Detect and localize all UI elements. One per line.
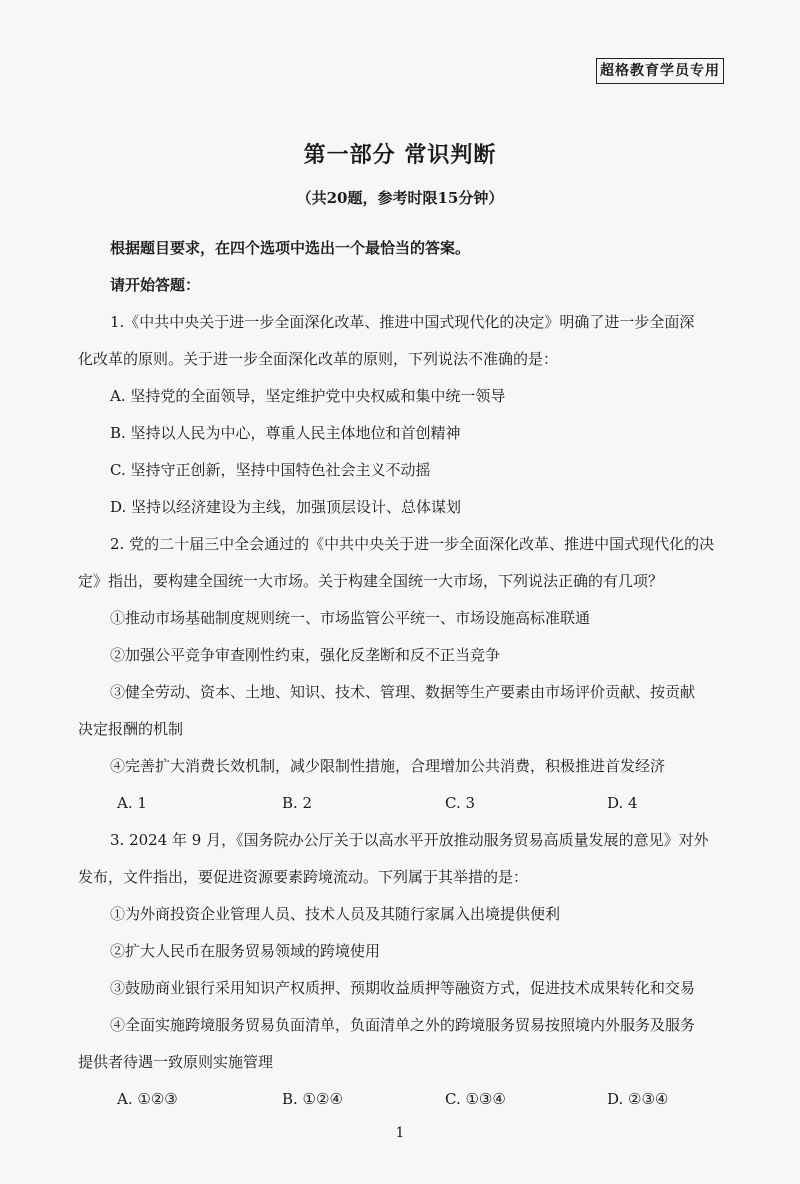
q3-item-3: ③鼓励商业银行采用知识产权质押、预期收益质押等融资方式，促进技术成果转化和交易 (110, 979, 696, 997)
q3-stem-line-1: 3. 2024 年 9 月，《国务院办公厅关于以高水平开放推动服务贸易高质量发展的意见》对外 (110, 831, 709, 849)
q2-stem-line-2: 定》指出，要构建全国统一大市场。关于构建全国统一大市场，下列说法正确的有几项？ (78, 572, 664, 590)
q2-choice-a: A. 1 (117, 794, 147, 812)
q2-item-3-line-2: 决定报酬的机制 (78, 720, 184, 738)
q2-item-3-line-1: ③健全劳动、资本、土地、知识、技术、管理、数据等生产要素由市场评价贡献、按贡献 (110, 683, 696, 701)
q3-stem-line-2: 发布，文件指出，要促进资源要素跨境流动。下列属于其举措的是： (78, 868, 529, 886)
q1-option-d: D. 坚持以经济建设为主线，加强顶层设计、总体谋划 (110, 498, 462, 516)
section-subtitle: （共20题，参考时限15分钟） (296, 189, 504, 207)
q2-choice-d: D. 4 (607, 794, 638, 812)
q3-item-4-line-2: 提供者待遇一致原则实施管理 (78, 1053, 274, 1071)
q3-choice-b: B. ①②④ (282, 1090, 343, 1108)
q3-item-4-line-1: ④全面实施跨境服务贸易负面清单，负面清单之外的跨境服务贸易按照境内外服务及服务 (110, 1016, 696, 1034)
q3-choice-a: A. ①②③ (117, 1090, 178, 1108)
q1-option-c: C. 坚持守正创新，坚持中国特色社会主义不动摇 (110, 461, 431, 479)
q1-stem-line-2: 化改革的原则。关于进一步全面深化改革的原则，下列说法不准确的是： (78, 350, 559, 368)
page-number: 1 (395, 1125, 405, 1141)
q3-choice-c: C. ①③④ (445, 1090, 506, 1108)
q3-item-2: ②扩大人民币在服务贸易领域的跨境使用 (110, 942, 381, 960)
q2-item-2: ②加强公平竞争审查刚性约束，强化反垄断和反不正当竞争 (110, 646, 501, 664)
student-only-stamp: 超格教育学员专用 (596, 58, 724, 84)
q2-item-1: ①推动市场基础制度规则统一、市场监管公平统一、市场设施高标准联通 (110, 609, 591, 627)
q3-choice-d: D. ②③④ (607, 1090, 669, 1108)
q3-item-1: ①为外商投资企业管理人员、技术人员及其随行家属入出境提供便利 (110, 905, 561, 923)
q2-choice-b: B. 2 (282, 794, 313, 812)
section-title: 第一部分 常识判断 (303, 142, 497, 168)
q2-item-4: ④完善扩大消费长效机制，减少限制性措施，合理增加公共消费，积极推进首发经济 (110, 757, 666, 775)
q2-stem-line-1: 2. 党的二十届三中全会通过的《中共中央关于进一步全面深化改革、推进中国式现代化的决 (110, 535, 715, 553)
q2-choice-c: C. 3 (445, 794, 476, 812)
start-prompt: 请开始答题： (110, 276, 201, 294)
q1-option-a: A. 坚持党的全面领导，坚定维护党中央权威和集中统一领导 (110, 387, 506, 405)
instructions: 根据题目要求，在四个选项中选出一个最恰当的答案。 (110, 239, 471, 257)
q1-stem-line-1: 1.《中共中央关于进一步全面深化改革、推进中国式现代化的决定》明确了进一步全面深 (110, 313, 695, 331)
q1-option-b: B. 坚持以人民为中心，尊重人民主体地位和首创精神 (110, 424, 461, 442)
